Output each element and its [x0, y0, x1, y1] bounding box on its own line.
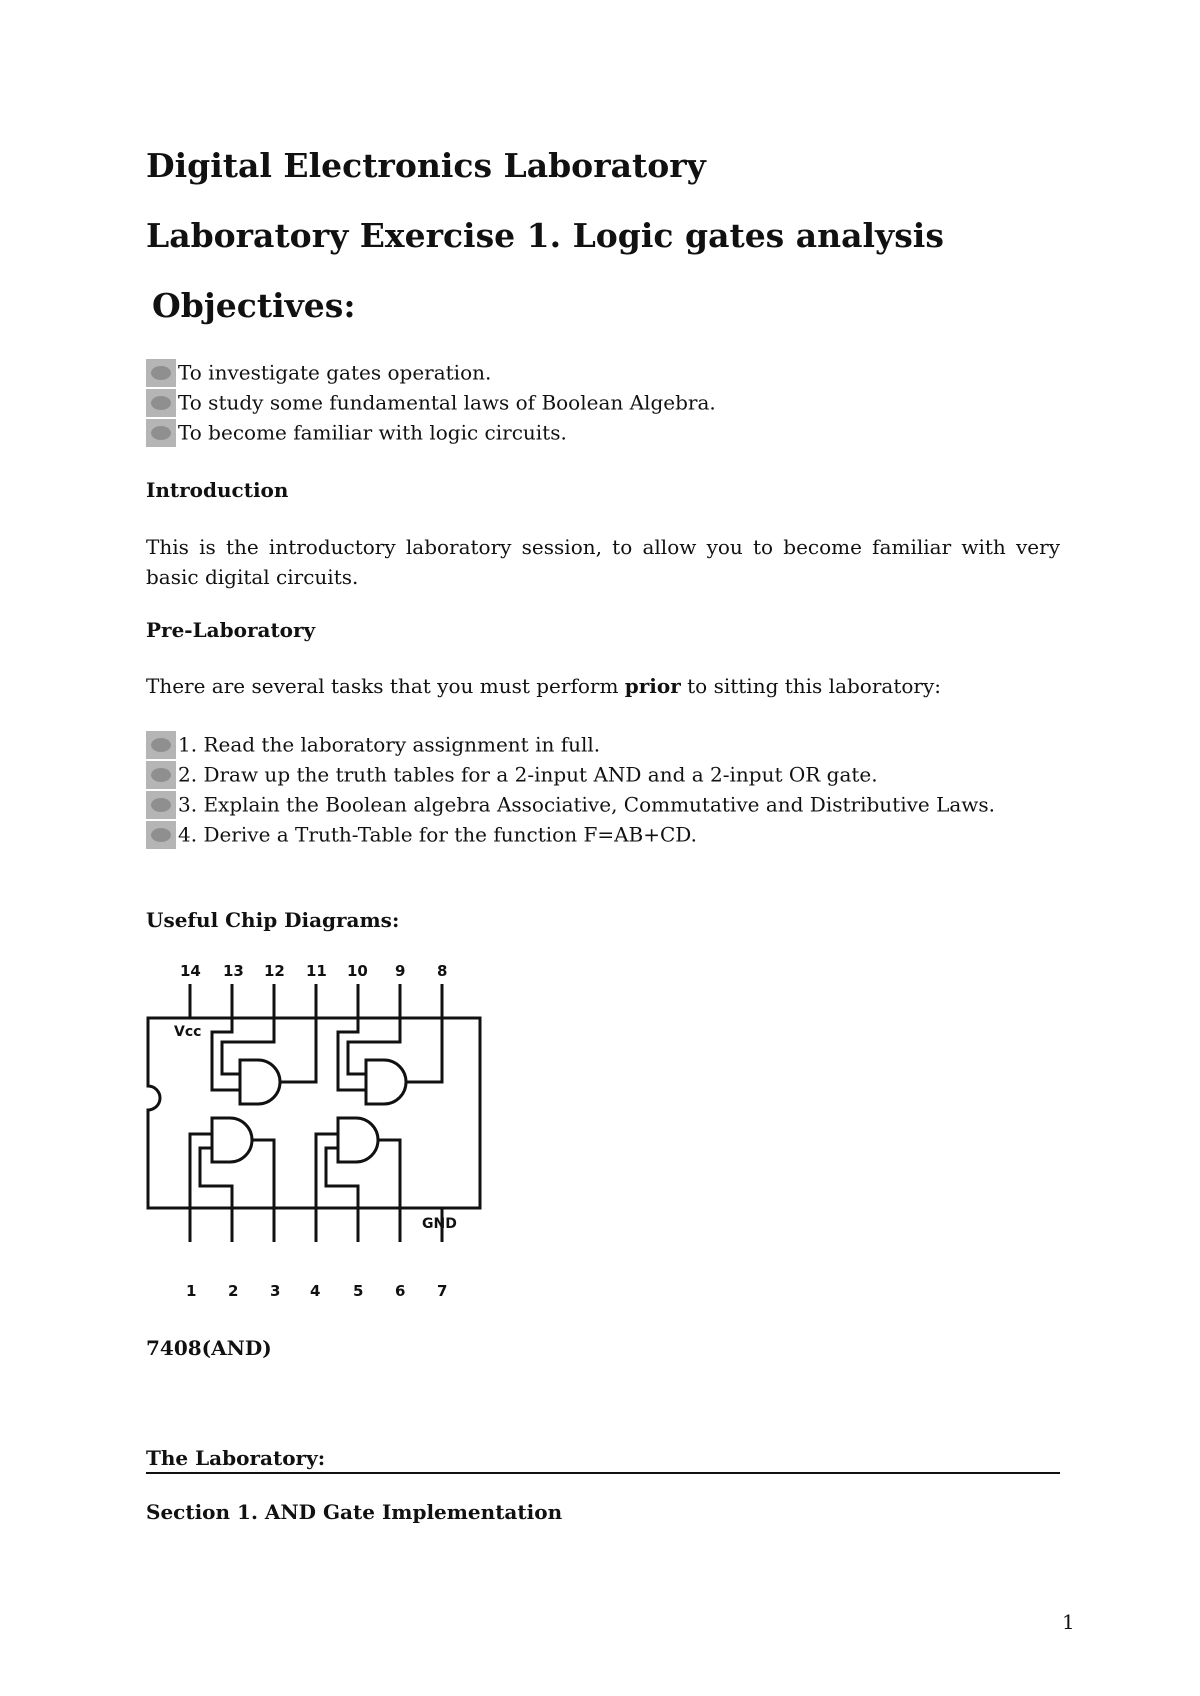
pin-label: 8	[437, 962, 448, 980]
pin-label: 7	[437, 1282, 448, 1300]
document-title: Digital Electronics Laboratory	[146, 146, 706, 185]
heading-underline	[146, 1472, 1060, 1474]
prelab-task-item: 4. Derive a Truth-Table for the function F=AB+CD.	[146, 818, 697, 848]
pin-label: 9	[395, 962, 406, 980]
page-number: 1	[1062, 1610, 1075, 1634]
pin-label: 6	[395, 1282, 406, 1300]
objective-item: To become familiar with logic circuits.	[146, 416, 567, 446]
pin-label: 14	[180, 962, 201, 980]
objective-item: To study some fundamental laws of Boolean Algebra.	[146, 386, 716, 416]
introduction-text: This is the introductory laboratory session, to allow you to become familiar with very basic digital circuits.	[146, 535, 1060, 589]
bullet-icon	[146, 359, 176, 387]
objective-item: To investigate gates operation.	[146, 356, 491, 386]
prelab-task-item: 3. Explain the Boolean algebra Associative, Commutative and Distributive Laws.	[146, 788, 995, 818]
bullet-icon	[146, 389, 176, 417]
pin-label: 12	[264, 962, 285, 980]
prelab-intro: There are several tasks that you must perform prior to sitting this laboratory:	[146, 674, 942, 698]
chip-diagrams-heading: Useful Chip Diagrams:	[146, 908, 400, 932]
pin-label: 4	[310, 1282, 321, 1300]
introduction-heading: Introduction	[146, 478, 289, 502]
vcc-label: Vcc	[174, 1024, 202, 1040]
bullet-icon	[146, 821, 176, 849]
bullet-icon	[146, 731, 176, 759]
pin-label: 13	[223, 962, 244, 980]
bullet-icon	[146, 761, 176, 789]
pin-label: 2	[228, 1282, 239, 1300]
pin-label: 1	[186, 1282, 197, 1300]
chip-7408-diagram	[140, 950, 490, 1310]
pin-label: 10	[347, 962, 368, 980]
gnd-label: GND	[422, 1216, 457, 1232]
pin-label: 3	[270, 1282, 281, 1300]
prelab-task-item: 2. Draw up the truth tables for a 2-input AND and a 2-input OR gate.	[146, 758, 878, 788]
objectives-heading: Objectives:	[152, 286, 356, 325]
pin-label: 5	[353, 1282, 364, 1300]
section1-heading: Section 1. AND Gate Implementation	[146, 1500, 563, 1524]
prelab-heading: Pre-Laboratory	[146, 618, 316, 642]
chip-caption: 7408(AND)	[146, 1336, 272, 1360]
exercise-title: Laboratory Exercise 1. Logic gates analysis	[146, 216, 944, 255]
pin-label: 11	[306, 962, 327, 980]
prelab-task-item: 1. Read the laboratory assignment in full.	[146, 728, 600, 758]
bullet-icon	[146, 791, 176, 819]
laboratory-heading: The Laboratory:	[146, 1446, 326, 1470]
bullet-icon	[146, 419, 176, 447]
